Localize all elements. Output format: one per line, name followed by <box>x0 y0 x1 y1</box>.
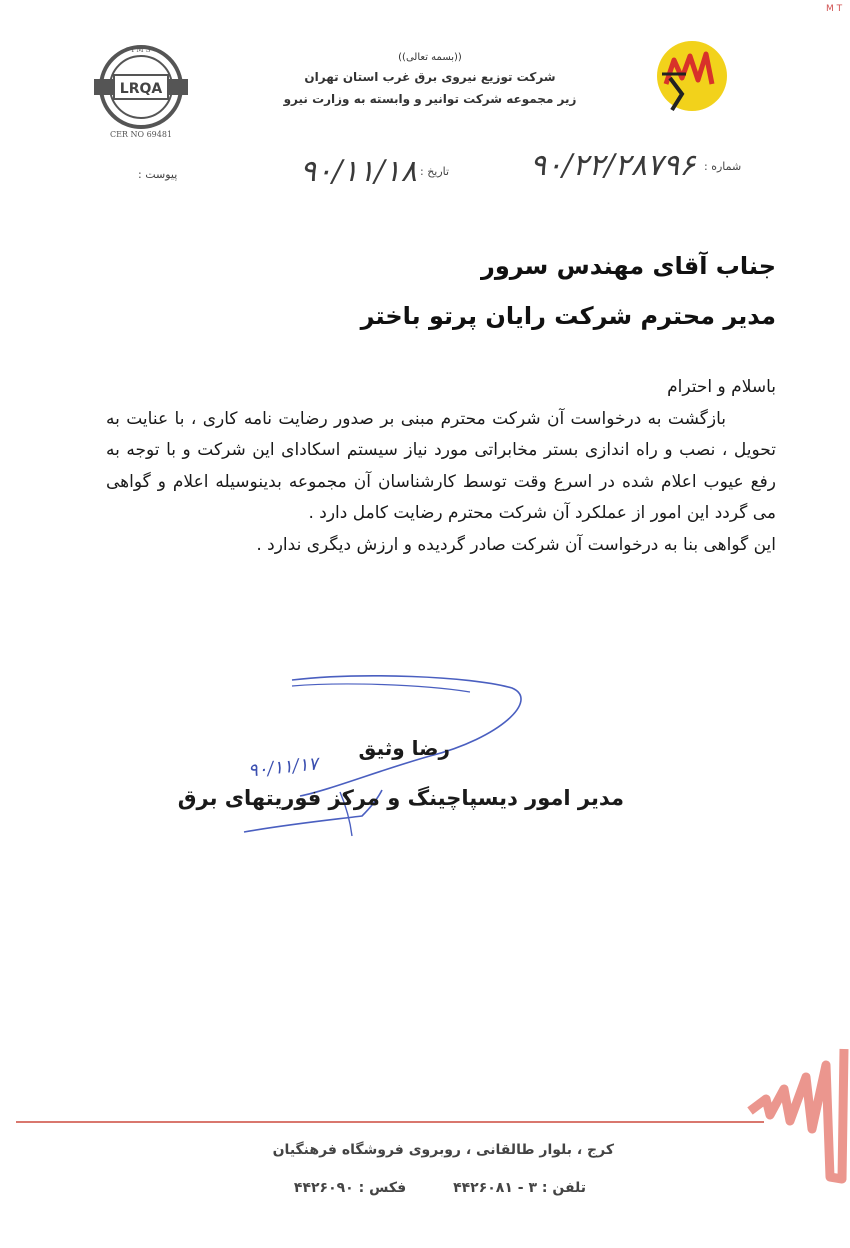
recipient-name: جناب آقای مهندس سرور <box>481 252 776 280</box>
signer-name: رضا وثیق <box>358 736 450 760</box>
footer-phone: تلفن : ۳ - ۴۴۲۶۰۸۱ <box>453 1180 586 1196</box>
footer-address: کرج ، بلوار طالقانی ، روبروی فروشگاه فرهنگیان <box>272 1142 614 1158</box>
attachment-label: پیوست : <box>138 168 178 181</box>
iso-logo-text: LRQA <box>119 81 163 97</box>
body-paragraph: بازگشت به درخواست آن شرکت محترم مبنی بر صدور رضایت نامه کاری ، با عنایت به تحویل ، نصب و راه اندازی بستر مخابراتی مورد نیاز سیستم اسکادای این شرکت و با توجه به رفع عیوب اعلام شده در اسرع وقت توسط کارشناسان آن مجموعه بدینوسیله اعلام و گواهی می گردد این امور از عملکرد آن شرکت محترم رضایت کامل دارد . <box>106 408 776 523</box>
company-name: شرکت توزیع نیروی برق غرب استان تهران <box>304 70 556 84</box>
date-label: تاریخ : <box>420 165 450 178</box>
body-paragraph-closing: این گواهی بنا به درخواست آن شرکت صادر گردیده و ارزش دیگری ندارد . <box>256 534 776 555</box>
corner-mark: M T <box>826 4 843 14</box>
cert-number: CER NO 69481 <box>109 130 173 139</box>
recipient-title: مدیر محترم شرکت رایان پرتو باختر <box>360 302 776 330</box>
company-subtitle: زیر مجموعه شرکت توانیر و وابسته به وزارت نیرو <box>283 92 577 106</box>
bismillah: ((بسمه تعالی)) <box>398 52 462 63</box>
footer-logo <box>746 1045 850 1199</box>
greeting: باسلام و احترام <box>667 377 776 397</box>
footer-fax: فکس : ۴۴۲۶۰۹۰ <box>293 1180 407 1196</box>
number-label: شماره : <box>704 160 742 173</box>
footer-divider <box>16 1121 764 1123</box>
footer-contact <box>288 1180 586 1196</box>
letter-number: ۹۰/۲۲/۲۸۷۹۶ <box>530 148 696 183</box>
letter-date: ۹۰/۱۱/۱۸ <box>300 154 417 189</box>
iso-letters: I M S <box>131 46 151 54</box>
signer-title: مدیر امور دیسپاچینگ و مرکز فوریتهای برق <box>177 786 624 810</box>
handwritten-date: ۹۰/۱۱/۱۷ <box>247 753 320 782</box>
